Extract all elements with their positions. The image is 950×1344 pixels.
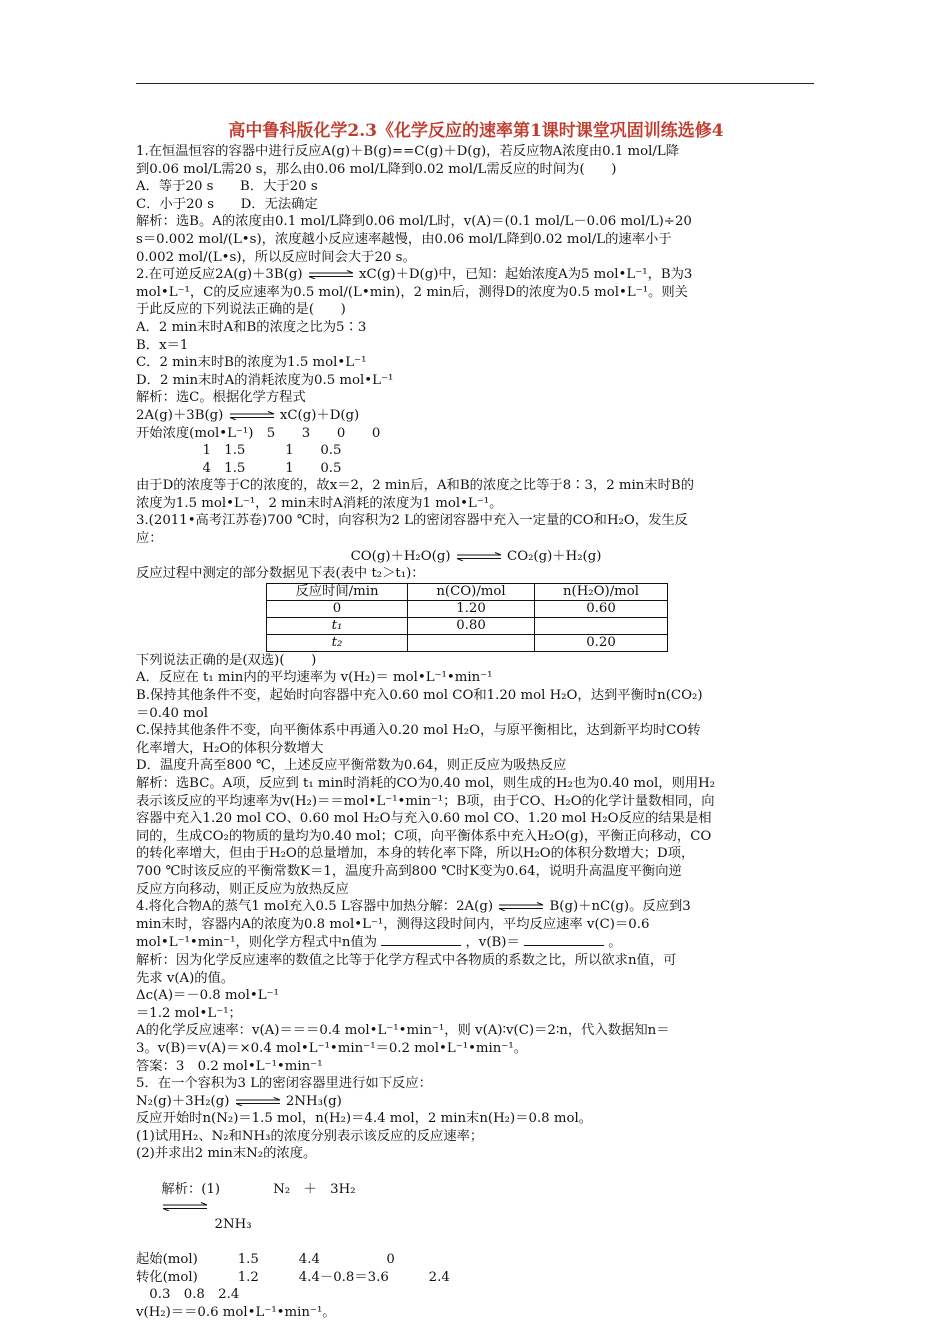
q1-option: A．等于20 s B．大于20 s <box>136 179 318 195</box>
q1-option: C．小于20 s D．无法确定 <box>136 196 318 212</box>
q5-solution: v(H₂)＝＝0.6 mol•L⁻¹•min⁻¹。 <box>136 1304 336 1320</box>
q1-line: 到0.06 mol/L需20 s，那么由0.06 mol/L降到0.02 mol/L需反应的时间为( ) <box>136 161 617 177</box>
q3-solution: 容器中充入1.20 mol CO、0.60 mol H₂O与充入0.60 mol CO、1.20 mol H₂O反应的结果是相 <box>136 811 712 827</box>
table-header: n(CO)/mol <box>408 583 535 600</box>
q3-line: 下列说法正确的是(双选)( ) <box>136 652 317 668</box>
q1-solution: s＝0.002 mol/(L•s)，浓度越小反应速率越慢，由0.06 mol/L降到0.02 mol/L的速率小于 <box>136 231 672 247</box>
q2-line: mol•L⁻¹，C的反应速率为0.5 mol/(L•min)，2 min后，测得D的浓度为0.5 mol•L⁻¹。则关 <box>136 284 688 300</box>
question-3 <box>136 512 816 898</box>
q5-line: (2)并求出2 min末N₂的浓度。 <box>136 1146 317 1162</box>
table-row <box>267 617 668 634</box>
question-5 <box>136 1075 816 1321</box>
q3-solution: 反应方向移动，则正反应为放热反应 <box>136 881 349 897</box>
q5-equation <box>136 1093 816 1111</box>
q5-line: 反应开始时n(N₂)＝1.5 mol，n(H₂)＝4.4 mol，2 min末n(H₂)＝0.8 mol。 <box>136 1111 593 1127</box>
q4-line-part: 。 <box>608 935 622 951</box>
q2-option: B．x＝1 <box>136 337 189 353</box>
q5-line: (1)试用H₂、N₂和NH₃的浓度分别表示该反应的反应速率； <box>136 1128 484 1144</box>
q3-line: 应： <box>136 531 163 547</box>
table-cell: 1.20 <box>408 600 535 617</box>
table-cell: 0.20 <box>535 634 668 651</box>
q5-solution: 转化(mol) 1.2 4.4－0.8＝3.6 2.4 <box>136 1269 450 1285</box>
q3-option: ＝0.40 mol <box>136 705 208 721</box>
q2-line <box>136 266 816 284</box>
q3-option: C.保持其他条件不变，向平衡体系中再通入0.20 mol H₂O，与原平衡相比，达到新平均时CO转 <box>136 723 701 739</box>
q4-line-part: 4.将化合物A的蒸气1 mol充入0.5 L容器中加热分解：2A(g) <box>136 899 494 915</box>
q3-option: 化率增大，H₂O的体积分数增大 <box>136 740 324 756</box>
header-rule <box>136 83 814 84</box>
q2-line-part: xC(g)＋D(g)中，已知：起始浓度A为5 mol•L⁻¹，B为3 <box>359 267 693 283</box>
q3-equation <box>136 548 816 566</box>
q4-solution: 3。v(B)＝v(A)＝×0.4 mol•L⁻¹•min⁻¹＝0.2 mol•L⁻¹•min⁻¹。 <box>136 1040 527 1056</box>
q1-solution: 0.002 mol/(L•s)，所以反应时间会大于20 s。 <box>136 249 416 265</box>
q4-answer: 答案：3 0.2 mol•L⁻¹•min⁻¹ <box>136 1058 323 1074</box>
document-title: 高中鲁科版化学2.3《化学反应的速率第1课时课堂巩固训练选修4 <box>228 121 724 141</box>
table-cell: 0 <box>267 600 408 617</box>
table-cell <box>408 634 535 651</box>
q5-solution <box>136 1163 816 1251</box>
question-1 <box>136 143 816 266</box>
equilibrium-arrow-icon <box>307 270 355 279</box>
equilibrium-arrow-icon <box>161 1202 209 1211</box>
equation-part: 2A(g)＋3B(g) <box>136 407 224 423</box>
q3-solution: 的转化率增大，但由于H₂O的总量增加，本身的转化率下降，所以H₂O的体积分数增大；D项， <box>136 846 695 862</box>
q3-option: D．温度升高至800 ℃，上述反应平衡常数为0.64，则正反应为吸热反应 <box>136 758 567 774</box>
table-header-row <box>267 583 668 600</box>
answer-blank <box>381 933 461 946</box>
document-page <box>136 120 816 1321</box>
q4-line-part: ，v(B)＝ <box>465 935 520 951</box>
q4-line-part: B(g)＋nC(g)。反应到3 <box>549 899 691 915</box>
equation-part: N₂(g)＋3H₂(g) <box>136 1093 230 1109</box>
table-cell: t₂ <box>267 634 408 651</box>
q5-solution: 0.3 0.8 2.4 <box>136 1287 240 1303</box>
q3-line: 3.(2011•高考江苏卷)700 ℃时，向容积为2 L的密闭容器中充入一定量的CO和H₂O，发生反 <box>136 513 688 529</box>
q5-solution-part: 2NH₃ <box>161 1216 252 1232</box>
table-cell <box>535 617 668 634</box>
q3-option: A．反应在 t₁ min内的平均速率为 v(H₂)＝ mol•L⁻¹•min⁻¹ <box>136 670 493 686</box>
q5-solution-part: 解析：(1) N₂ ＋ 3H₂ <box>161 1181 356 1197</box>
answer-blank <box>524 933 604 946</box>
q2-equation <box>136 407 816 425</box>
q1-solution: 解析：选B。A的浓度由0.1 mol/L降到0.06 mol/L时，v(A)＝(0.1 mol/L－0.06 mol/L)÷20 <box>136 214 692 230</box>
q2-option: D．2 min末时A的消耗浓度为0.5 mol•L⁻¹ <box>136 372 394 388</box>
q2-line: 于此反应的下列说法正确的是( ) <box>136 302 346 318</box>
q4-solution: 解析：因为化学反应速率的数值之比等于化学方程式中各物质的系数之比，所以欲求n值，可 <box>136 952 677 968</box>
equilibrium-arrow-icon <box>497 902 545 911</box>
q1-line: 1.在恒温恒容的容器中进行反应A(g)＋B(g)==C(g)＋D(g)，若反应物A浓度由0.1 mol/L降 <box>136 144 680 159</box>
equation-part: 2NH₃(g) <box>285 1093 342 1109</box>
equilibrium-arrow-icon <box>234 1097 282 1106</box>
equilibrium-arrow-icon <box>455 552 503 561</box>
q2-solution: 解析：选C。根据化学方程式 <box>136 390 306 406</box>
q4-solution: ＝1.2 mol•L⁻¹； <box>136 1005 242 1021</box>
q3-solution: 700 ℃时该反应的平衡常数K＝1，温度升高到800 ℃时K变为0.64，说明升高温度平衡向逆 <box>136 863 682 879</box>
table-row <box>267 600 668 617</box>
q2-option: C．2 min末时B的浓度为1.5 mol•L⁻¹ <box>136 355 367 371</box>
table-header: n(H₂O)/mol <box>535 583 668 600</box>
q4-solution: Δc(A)＝－0.8 mol•L⁻¹ <box>136 988 279 1004</box>
table-cell: t₁ <box>267 617 408 634</box>
q5-solution: 起始(mol) 1.5 4.4 0 <box>136 1252 395 1268</box>
q3-solution: 解析：选BC。A项，反应到 t₁ min时消耗的CO为0.40 mol，则生成的H₂也为0.40 mol，则用H₂ <box>136 776 716 791</box>
q3-data-table <box>266 583 668 652</box>
q2-table-row: 开始浓度(mol•L⁻¹) 5 3 0 0 <box>136 425 381 441</box>
question-4 <box>136 898 816 1075</box>
table-row <box>267 634 668 651</box>
q4-line <box>136 898 816 916</box>
q2-option: A．2 min末时A和B的浓度之比为5∶3 <box>136 319 367 335</box>
table-cell: 0.80 <box>408 617 535 634</box>
question-2 <box>136 266 816 512</box>
q2-table-row: 4 1.5 1 0.5 <box>136 460 342 476</box>
q2-table-row: 1 1.5 1 0.5 <box>136 443 342 459</box>
equilibrium-arrow-icon <box>228 411 276 420</box>
equation-part: xC(g)＋D(g) <box>279 407 360 423</box>
q4-line-part: mol•L⁻¹•min⁻¹，则化学方程式中n值为 <box>136 935 378 951</box>
equation-part: CO₂(g)＋H₂(g) <box>507 548 602 564</box>
q4-solution: A的化学反应速率：v(A)＝＝＝0.4 mol•L⁻¹•min⁻¹，则 v(A)∶v(C)＝2∶n，代入数据知n＝ <box>136 1023 670 1039</box>
q4-line: min末时，容器内A的浓度为0.8 mol•L⁻¹，测得这段时间内，平均反应速率 v(C)＝0.6 <box>136 916 650 932</box>
q3-line: 反应过程中测定的部分数据见下表(表中 t₂＞t₁)： <box>136 566 425 582</box>
table-header: 反应时间/min <box>267 583 408 600</box>
q3-solution: 同的，生成CO₂的物质的量均为0.40 mol；C项，向平衡体系中充入H₂O(g)，平衡正向移动，CO <box>136 828 712 844</box>
q2-line-part: 2.在可逆反应2A(g)＋3B(g) <box>136 267 303 283</box>
q4-solution: 先求 v(A)的值。 <box>136 970 235 986</box>
equation-part: CO(g)＋H₂O(g) <box>350 548 451 564</box>
q2-solution: 由于D的浓度等于C的浓度的，故x＝2，2 min后，A和B的浓度之比等于8∶3，2 min末时B的 <box>136 478 694 494</box>
q4-line <box>136 933 816 952</box>
q5-line: 5．在一个容积为3 L的密闭容器里进行如下反应： <box>136 1076 432 1092</box>
q3-solution: 表示该反应的平均速率为v(H₂)＝＝mol•L⁻¹•min⁻¹；B项，由于CO、H₂O的化学计量数相同，向 <box>136 793 715 809</box>
q2-solution: 浓度为1.5 mol•L⁻¹，2 min末时A消耗的浓度为1 mol•L⁻¹。 <box>136 495 503 511</box>
table-cell: 0.60 <box>535 600 668 617</box>
q3-option: B.保持其他条件不变，起始时向容器中充入0.60 mol CO和1.20 mol H₂O，达到平衡时n(CO₂) <box>136 688 703 704</box>
